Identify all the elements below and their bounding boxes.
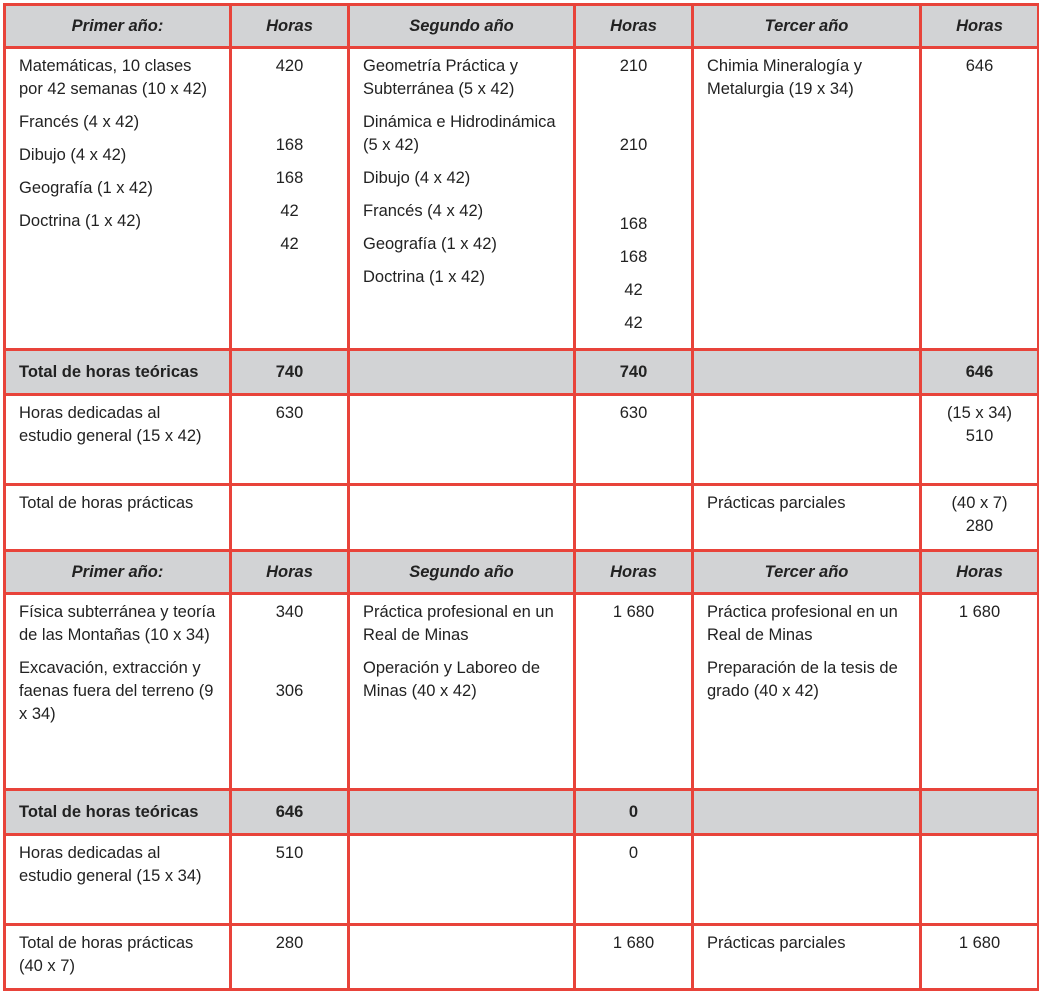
- year1-course-list: [5, 594, 231, 790]
- header-horas: Horas: [921, 551, 1039, 594]
- course-name: Dibujo (4 x 42): [19, 146, 127, 164]
- course-hours: 1 680: [612, 603, 655, 621]
- course-hours: 420: [275, 57, 304, 75]
- header-primer-ano: Primer año:: [5, 5, 231, 48]
- empty-cell: [349, 485, 575, 551]
- total-teoricas-row: [5, 350, 1039, 395]
- course-name: Física subterránea y teoría de las Montañas (10 x 34): [19, 603, 216, 644]
- estudio-general-row: [5, 835, 1039, 925]
- header-row: [5, 5, 1039, 48]
- year1-course-list: [5, 48, 231, 350]
- total-practicas-row: [5, 925, 1039, 990]
- year3-course-list: [693, 594, 921, 790]
- total-teoricas-y1: 646: [231, 790, 349, 835]
- year1-hours-list: [231, 594, 349, 790]
- empty-cell: [693, 790, 921, 835]
- empty-cell: [349, 790, 575, 835]
- total-teoricas-row: [5, 790, 1039, 835]
- estudio-general-y3: [921, 395, 1039, 485]
- course-hours: 42: [624, 281, 643, 299]
- course-name: Geografía (1 x 42): [363, 235, 497, 253]
- course-name: Dibujo (4 x 42): [363, 169, 471, 187]
- empty-cell: [349, 925, 575, 990]
- estudio-general-label: Horas dedicadas al estudio general (15 x 42): [5, 395, 231, 485]
- header-horas: Horas: [231, 551, 349, 594]
- total-teoricas-label: Total de horas teóricas: [5, 350, 231, 395]
- total-practicas-y3-value: 280: [965, 517, 994, 535]
- total-practicas-row: [5, 485, 1039, 551]
- total-teoricas-y2: 740: [575, 350, 693, 395]
- year1-hours-list: [231, 48, 349, 350]
- estudio-general-y3-formula: (15 x 34): [946, 404, 1013, 422]
- total-practicas-y2: 1 680: [575, 925, 693, 990]
- courses-row: [5, 48, 1039, 350]
- total-teoricas-y3: [921, 790, 1039, 835]
- course-name: Doctrina (1 x 42): [19, 212, 141, 230]
- practicas-parciales-label: Prácticas parciales: [693, 925, 921, 990]
- total-teoricas-label: Total de horas teóricas: [5, 790, 231, 835]
- total-practicas-label: Total de horas prácticas (40 x 7): [5, 925, 231, 990]
- course-name: Operación y Laboreo de Minas (40 x 42): [363, 659, 541, 700]
- course-hours: 168: [619, 248, 648, 266]
- header-horas: Horas: [231, 5, 349, 48]
- header-row: [5, 551, 1039, 594]
- year2-hours-list: [575, 48, 693, 350]
- course-name: Preparación de la tesis de grado (40 x 42): [707, 659, 898, 700]
- estudio-general-y2: 0: [575, 835, 693, 925]
- course-hours: 42: [280, 235, 299, 253]
- year2-course-list: [349, 48, 575, 350]
- course-name: Excavación, extracción y faenas fuera del terreno (9 x 34): [19, 659, 214, 723]
- empty-cell: [349, 395, 575, 485]
- course-hours: 646: [965, 57, 994, 75]
- total-practicas-y3-formula: (40 x 7): [951, 494, 1008, 512]
- empty-cell: [921, 835, 1039, 925]
- header-segundo-ano: Segundo año: [349, 551, 575, 594]
- total-practicas-y3: 1 680: [921, 925, 1039, 990]
- empty-cell: [349, 350, 575, 395]
- total-practicas-y3: [921, 485, 1039, 551]
- total-practicas-label: Total de horas prácticas: [5, 485, 231, 551]
- course-name: Matemáticas, 10 clases por 42 semanas (10 x 42): [19, 57, 208, 98]
- course-hours: 42: [624, 314, 643, 332]
- estudio-general-y1: 630: [231, 395, 349, 485]
- empty-cell: [349, 835, 575, 925]
- course-hours: 168: [619, 215, 648, 233]
- header-segundo-ano: Segundo año: [349, 5, 575, 48]
- estudio-general-row: [5, 395, 1039, 485]
- course-hours: 340: [275, 603, 304, 621]
- course-hours: 168: [275, 169, 304, 187]
- course-hours: 210: [619, 57, 648, 75]
- empty-cell: [231, 485, 349, 551]
- empty-cell: [693, 395, 921, 485]
- practicas-parciales-label: Prácticas parciales: [693, 485, 921, 551]
- empty-cell: [575, 485, 693, 551]
- total-teoricas-y2: 0: [575, 790, 693, 835]
- estudio-general-y1: 510: [231, 835, 349, 925]
- total-teoricas-y3: 646: [921, 350, 1039, 395]
- year2-course-list: [349, 594, 575, 790]
- course-hours: 306: [275, 682, 304, 700]
- course-name: Francés (4 x 42): [363, 202, 484, 220]
- estudio-general-y3-value: 510: [965, 427, 994, 445]
- course-hours: 1 680: [958, 603, 1001, 621]
- year3-course-list: [693, 48, 921, 350]
- curriculum-hours-table: [3, 3, 1039, 991]
- header-primer-ano: Primer año:: [5, 551, 231, 594]
- course-name: Práctica profesional en un Real de Minas: [707, 603, 898, 644]
- header-horas: Horas: [575, 5, 693, 48]
- course-hours: 168: [275, 136, 304, 154]
- header-horas: Horas: [921, 5, 1039, 48]
- total-practicas-y1: 280: [231, 925, 349, 990]
- course-hours: 42: [280, 202, 299, 220]
- course-name: Dinámica e Hidrodinámica (5 x 42): [363, 113, 556, 154]
- header-tercer-ano: Tercer año: [693, 5, 921, 48]
- course-name: Geografía (1 x 42): [19, 179, 153, 197]
- course-hours: 210: [619, 136, 648, 154]
- estudio-general-y2: 630: [575, 395, 693, 485]
- course-name: Doctrina (1 x 42): [363, 268, 485, 286]
- year3-hours-list: [921, 594, 1039, 790]
- year3-hours-list: [921, 48, 1039, 350]
- header-tercer-ano: Tercer año: [693, 551, 921, 594]
- year2-hours-list: [575, 594, 693, 790]
- total-teoricas-y1: 740: [231, 350, 349, 395]
- estudio-general-label: Horas dedicadas al estudio general (15 x 34): [5, 835, 231, 925]
- course-name: Geometría Práctica y Subterránea (5 x 42): [363, 57, 518, 98]
- course-name: Chimia Mineralogía y Metalurgia (19 x 34): [707, 57, 862, 98]
- course-name: Francés (4 x 42): [19, 113, 140, 131]
- header-horas: Horas: [575, 551, 693, 594]
- courses-row: [5, 594, 1039, 790]
- empty-cell: [693, 835, 921, 925]
- course-name: Práctica profesional en un Real de Minas: [363, 603, 554, 644]
- empty-cell: [693, 350, 921, 395]
